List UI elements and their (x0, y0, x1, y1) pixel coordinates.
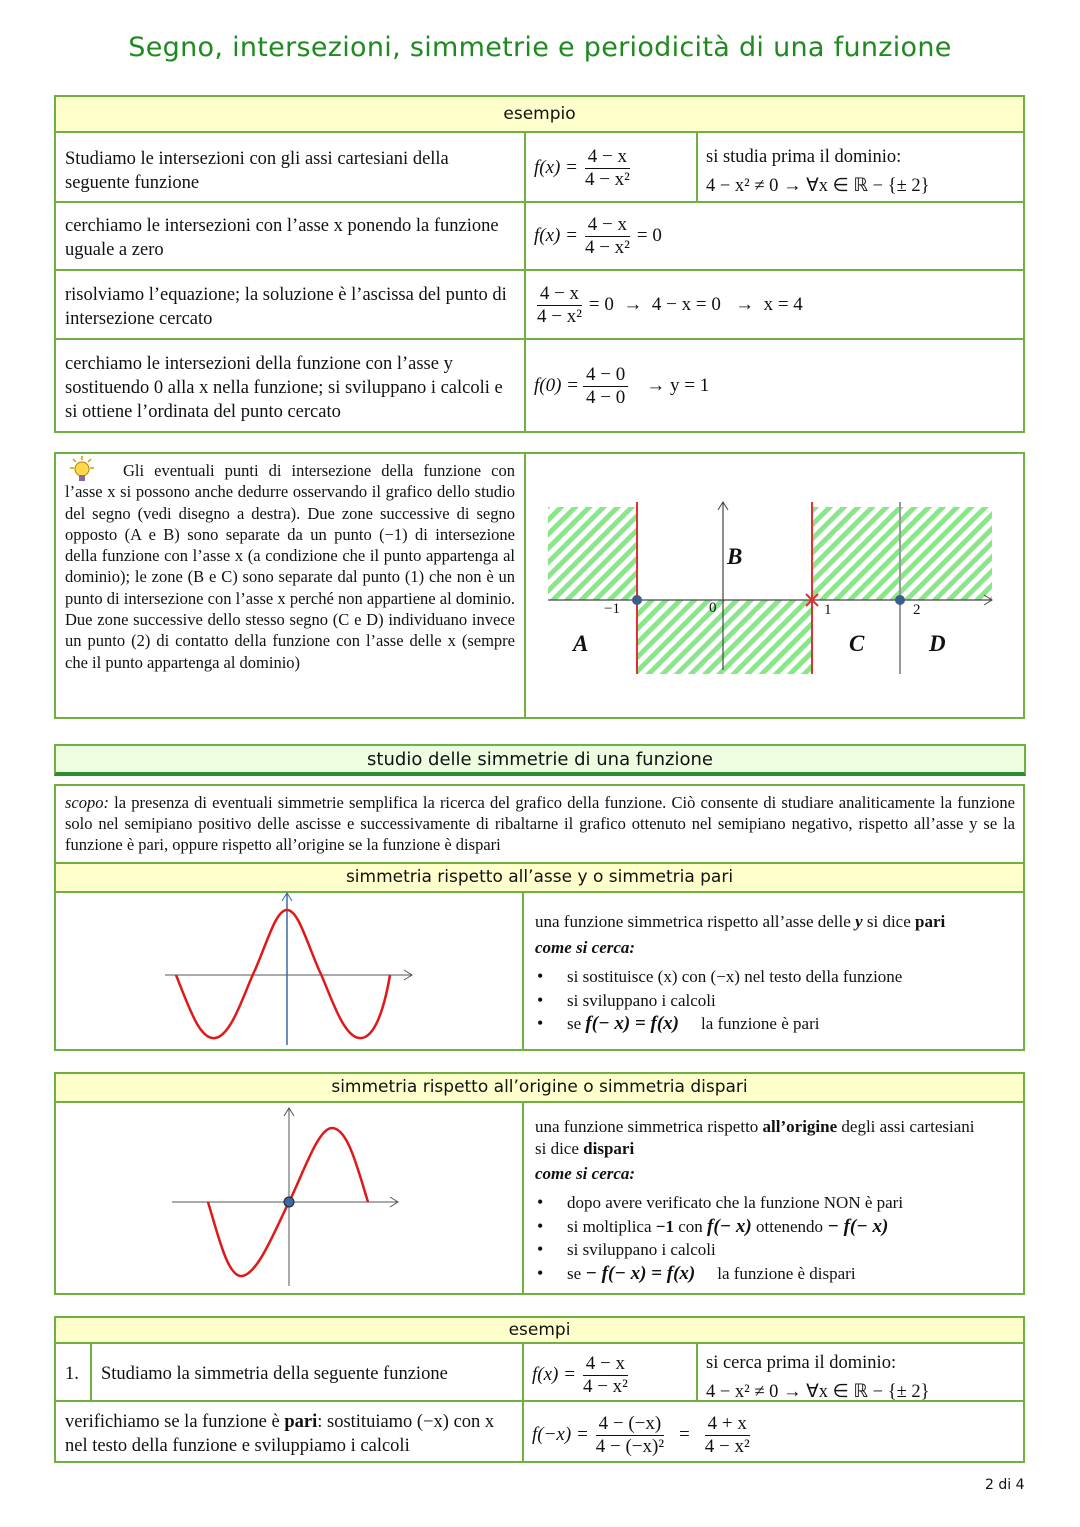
zone-a-hatch (548, 507, 637, 600)
zone-label: A (573, 631, 589, 656)
sign-diagram (526, 454, 1023, 717)
zone-c-hatch (812, 507, 900, 600)
domain-note: si cerca prima il dominio: (706, 1353, 897, 1373)
even-symmetry-box (54, 862, 1025, 1051)
tick-label: 2 (913, 602, 921, 618)
step: • se f(− x) = f(x) la funzione è pari (535, 1012, 902, 1036)
odd-function-graph (56, 1074, 522, 1295)
scope-box (54, 784, 1025, 863)
example-table (54, 95, 1025, 433)
even-header: simmetria rispetto all’asse y o simmetria pari (56, 864, 1023, 893)
even-steps (535, 965, 902, 1036)
zone-label: B (727, 544, 743, 569)
even-function-graph (56, 864, 522, 1051)
formula: f(x) = $\frac{4 - x}{\text{4 − x²}}$ = 0 (534, 213, 662, 258)
section-header: studio delle simmetrie di una funzione (54, 744, 1026, 776)
formula: f(−x) = $\frac{4 - (-x)}{\text{4 − (−x)²}}$ = $\frac{4 + x}{\text{4 − x²}}$ (532, 1412, 750, 1457)
domain-formula: 4 − x² ≠ 0 → ∀x ∈ ℝ − {± 2} (706, 176, 930, 196)
examples-header: esempi (56, 1318, 1023, 1344)
odd-header: simmetria rispetto all’origine o simmetria dispari (56, 1074, 1023, 1103)
tick-label: 0 (709, 600, 717, 616)
row-text: cerchiamo le intersezioni con l’asse x ponendo la funzione uguale a zero (65, 216, 499, 260)
domain-note: si studia prima il dominio: (706, 147, 902, 167)
step: • dopo avere verificato che la funzione NON è pari (535, 1191, 903, 1215)
row-text: verifichiamo se la funzione è pari: sostituiamo (−x) con x nel testo della funzione e sviluppiamo i calcoli (65, 1412, 495, 1456)
step: • si sviluppano i calcoli (535, 989, 902, 1013)
example-number: 1. (65, 1364, 79, 1384)
step: • si sviluppano i calcoli (535, 1238, 903, 1262)
zone-d-hatch (900, 507, 992, 600)
zone-label: D (929, 631, 946, 656)
step: • si sostituisce (x) con (−x) nel testo della funzione (535, 965, 902, 989)
examples-table (54, 1316, 1025, 1463)
note-text: Gli eventuali punti di intersezione della funzione con l’asse x si possono anche dedurre osservando il grafico dello studio del segno (vedi disegno a destra). Due zone successive di segno opposto (A e B) sono separate da un punto (−1) di intersezione della funzione con l’asse x (a condizione che il punto appartenga al dominio); le zone (B e C) sono separate dal punto (1) che non è un punto di intersezione con l’asse x perché non appartiene al dominio. Due zone successive dello stesso segno (C e D) individuano invece un punto (2) di contatto della funzione con l’asse delle x (sempre che il punto appartenga al dominio) (65, 461, 515, 672)
example-header: esempio (56, 97, 1023, 133)
row-text: risolviamo l’equazione; la soluzione è l’ascissa del punto di intersezione cercato (65, 285, 507, 329)
step: • si moltiplica −1 con f(− x) ottenendo − f(− x) (535, 1215, 903, 1239)
zone-label: C (849, 631, 865, 656)
odd-intro: una funzione simmetrica rispetto all’origine degli assi cartesiani si dice dispari (535, 1117, 975, 1158)
formula: $\frac{4 - x}{\text{4 − x²}}$ = 0 → 4 − x = 0 → x = 4 (537, 282, 803, 327)
odd-symmetry-box (54, 1072, 1025, 1295)
zone-b-hatch (637, 600, 812, 674)
formula: f(x) = $\frac{4 - x}{\text{4 − x²}}$ (534, 145, 630, 190)
how-label: come si cerca: (535, 938, 636, 957)
formula: f(0) = $\frac{4 - 0}{4 - 0}$ → y = 1 (534, 363, 710, 408)
odd-steps (535, 1191, 903, 1285)
row-text: Studiamo le intersezioni con gli assi cartesiani della seguente funzione (65, 149, 449, 193)
even-intro: una funzione simmetrica rispetto all’asse delle y si dice pari (535, 912, 946, 931)
tick-label: −1 (604, 601, 620, 617)
note-box (54, 452, 1025, 719)
row-text: Studiamo la simmetria della seguente funzione (101, 1364, 448, 1384)
row-text: cerchiamo le intersezioni della funzione con l’asse y sostituendo 0 alla x nella funzione; si sviluppano i calcoli e si ottiene l’ordinata del punto cercato (65, 354, 503, 422)
page-title: Segno, intersezioni, simmetrie e periodicità di una funzione (128, 32, 952, 63)
scope-text: scopo: la presenza di eventuali simmetrie semplifica la ricerca del grafico della funzione. Ciò consente di studiare analiticamente la funzione solo nel semipiano positivo delle ascisse e successivamente di ribaltarne il grafico ottenuto nel semipiano negativo, rispetto all’asse y se la funzione è pari, oppure rispetto all’origine se la funzione è dispari (65, 793, 1015, 854)
tick-label: 1 (824, 602, 832, 618)
formula: f(x) = $\frac{4 - x}{\text{4 − x²}}$ (532, 1352, 628, 1397)
how-label: come si cerca: (535, 1164, 636, 1183)
step: • se − f(− x) = f(x) la funzione è dispari (535, 1262, 903, 1286)
domain-formula: 4 − x² ≠ 0 → ∀x ∈ ℝ − {± 2} (706, 1382, 930, 1402)
page-number: 2 di 4 (985, 1477, 1025, 1493)
